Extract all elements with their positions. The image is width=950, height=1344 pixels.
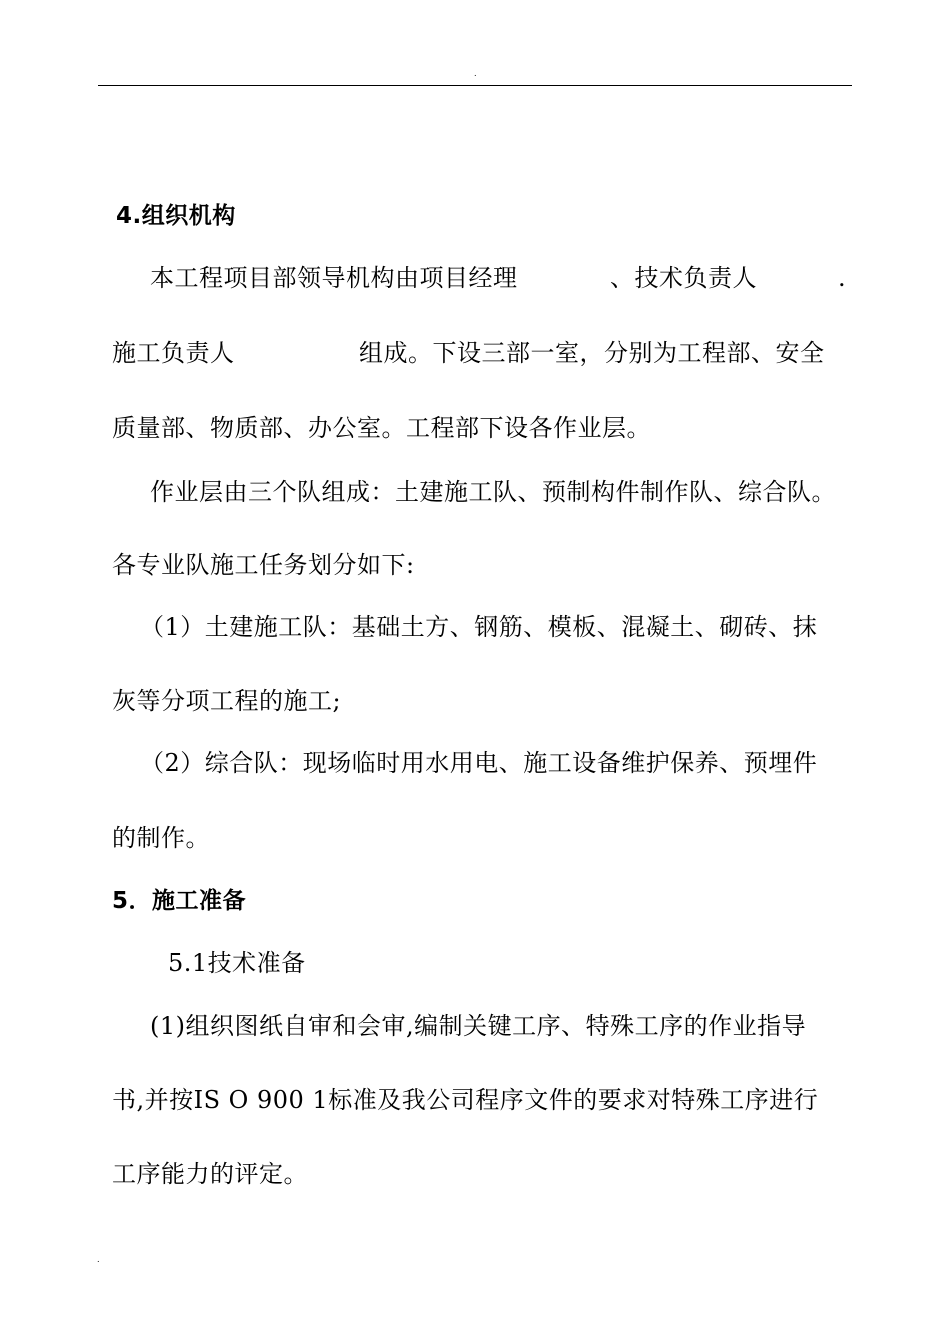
header-rule <box>98 85 852 86</box>
section-4-p1-line2-a: 施工负责人 <box>112 339 235 367</box>
section-4-item1-line2: 灰等分项工程的施工; <box>112 687 342 715</box>
section-5-heading: 5．施工准备 <box>112 888 247 914</box>
section-4-item2-line2: 的制作。 <box>112 824 210 852</box>
section-4-p1-line3: 质量部、物质部、办公室。工程部下设各作业层。 <box>112 414 651 442</box>
footer-dot: . <box>97 1255 100 1264</box>
section-4-p1-line1-b: 、技术负责人 <box>610 264 757 292</box>
section-4-p2-line1: 作业层由三个队组成：土建施工队、预制构件制作队、综合队。 <box>150 478 836 506</box>
section-4-heading: 4.组织机构 <box>116 203 236 229</box>
section-4-p2-line2: 各专业队施工任务划分如下: <box>112 551 415 579</box>
section-5-item1-line2: 书,并按IS O 900 1标准及我公司程序文件的要求对特殊工序进行 <box>112 1086 819 1114</box>
section-5-item1-line3: 工序能力的评定。 <box>112 1160 308 1188</box>
section-5-1-heading: 5.1技术准备 <box>168 949 306 977</box>
section-4-p1-line1-c: . <box>838 264 847 292</box>
header-dot: . <box>474 69 477 78</box>
section-4-item2-line1: （2）综合队：现场临时用水用电、施工设备维护保养、预埋件 <box>140 749 818 777</box>
section-4-p1-line1-a: 本工程项目部领导机构由项目经理 <box>150 264 518 292</box>
section-4-p1-line2-b: 组成。下设三部一室，分别为工程部、安全 <box>359 339 825 367</box>
section-4-item1-line1: （1）土建施工队：基础土方、钢筋、模板、混凝土、砌砖、抹 <box>140 613 818 641</box>
section-5-item1-line1: (1)组织图纸自审和会审,编制关键工序、特殊工序的作业指导 <box>150 1012 807 1040</box>
